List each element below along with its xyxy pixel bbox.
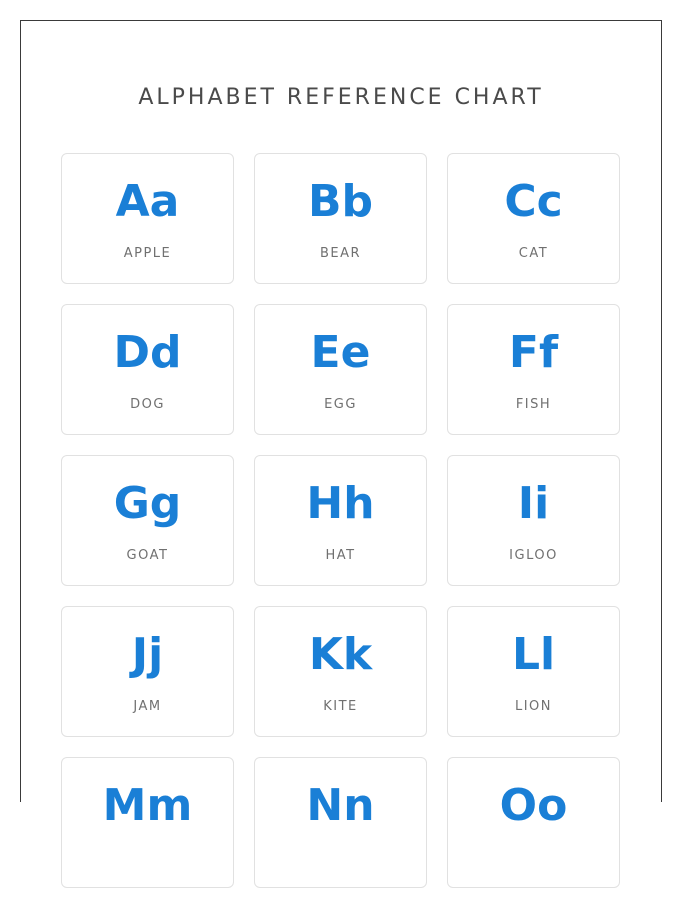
- card-word: HAT: [325, 548, 356, 563]
- card-letter: Aa: [115, 176, 180, 227]
- card-letter: Mm: [102, 780, 193, 831]
- chart-page: [20, 20, 662, 831]
- card-word: KITE: [323, 699, 358, 714]
- letter-card-o: [447, 757, 620, 888]
- card-word: JAM: [133, 699, 162, 714]
- card-letter: Jj: [131, 629, 164, 680]
- card-letter: Kk: [308, 629, 373, 680]
- card-letter: Ll: [511, 629, 556, 680]
- letter-card-b: [254, 153, 427, 284]
- page-title: ALPHABET REFERENCE CHART: [138, 85, 544, 110]
- card-word: GOAT: [126, 548, 169, 563]
- letter-card-j: [61, 606, 234, 737]
- alphabet-grid: [61, 153, 621, 888]
- card-word: IGLOO: [509, 548, 558, 563]
- letter-card-d: [61, 304, 234, 435]
- card-letter: Cc: [504, 176, 563, 227]
- letter-card-c: [447, 153, 620, 284]
- card-letter: Bb: [307, 176, 374, 227]
- card-letter: Ii: [517, 478, 550, 529]
- card-word: BEAR: [319, 246, 362, 261]
- card-word: LION: [514, 699, 553, 714]
- letter-card-k: [254, 606, 427, 737]
- letter-card-e: [254, 304, 427, 435]
- card-letter: Ff: [508, 327, 559, 378]
- letter-card-m: [61, 757, 234, 888]
- card-letter: Gg: [113, 478, 182, 529]
- letter-card-n: [254, 757, 427, 888]
- card-word: DOG: [130, 397, 165, 412]
- letter-card-g: [61, 455, 234, 586]
- card-word: FISH: [515, 397, 552, 412]
- card-letter: Nn: [306, 780, 375, 831]
- card-word: APPLE: [123, 246, 172, 261]
- letter-card-h: [254, 455, 427, 586]
- card-word: CAT: [518, 246, 549, 261]
- card-letter: Oo: [499, 780, 568, 831]
- letter-card-a: [61, 153, 234, 284]
- card-letter: Hh: [306, 478, 375, 529]
- letter-card-l: [447, 606, 620, 737]
- card-letter: Dd: [113, 327, 182, 378]
- letter-card-f: [447, 304, 620, 435]
- card-letter: Ee: [310, 327, 371, 378]
- letter-card-i: [447, 455, 620, 586]
- card-word: EGG: [324, 397, 357, 412]
